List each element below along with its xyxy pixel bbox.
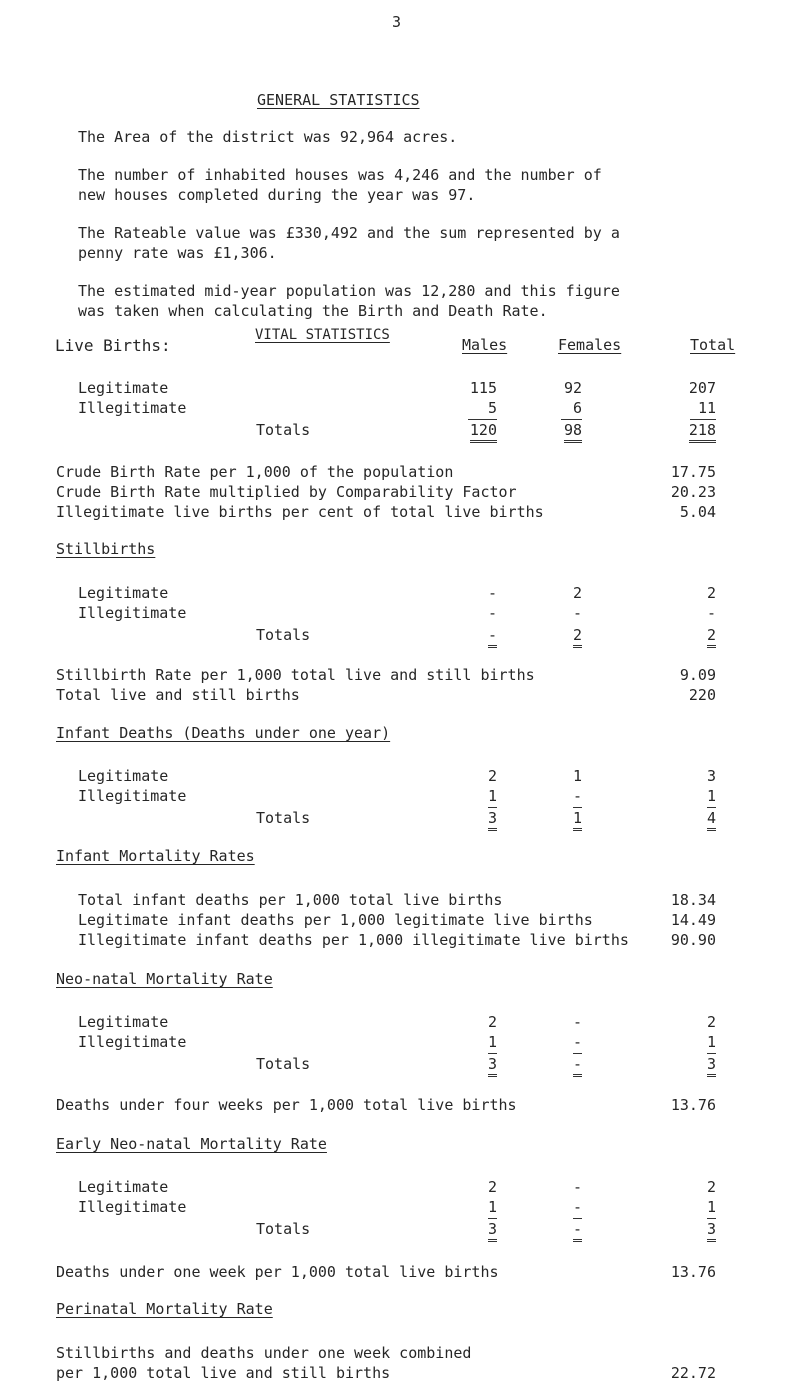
rate-label: Illegitimate infant deaths per 1,000 illegitimate live births [78, 931, 629, 949]
cell-females: 98 [564, 421, 582, 443]
cell-total: 4 [707, 809, 716, 831]
rate-value: 13.76 [670, 1096, 716, 1114]
rate-value: 17.75 [670, 463, 716, 481]
rateable-text-2: penny rate was £1,306. [78, 244, 277, 262]
cell-total: 2 [706, 584, 716, 602]
rate-value: 9.09 [679, 666, 716, 684]
row-label: Totals [256, 421, 311, 439]
row-label: Legitimate [78, 767, 169, 785]
cell-females: 1 [573, 809, 582, 831]
rate-label: Crude Birth Rate multiplied by Comparability Factor [56, 483, 517, 501]
section-title-stillbirths: Stillbirths [56, 540, 156, 558]
vital-statistics-heading: VITAL STATISTICS [255, 327, 390, 343]
houses-text-2: new houses completed during the year was 97. [78, 186, 476, 204]
cell-total: 3 [707, 1220, 716, 1242]
perinatal-text-1: Stillbirths and deaths under one week combined [56, 1344, 472, 1362]
cell-total: 2 [706, 1013, 716, 1031]
cell-total: 1 [707, 1033, 716, 1054]
rate-value: 13.76 [670, 1263, 716, 1281]
rate-label: Total live and still births [56, 686, 300, 704]
cell-females: - [573, 1033, 582, 1054]
column-males: Males [462, 336, 508, 354]
row-label: Illegitimate [78, 604, 187, 622]
cell-males: 3 [488, 1055, 497, 1077]
cell-females: 6 [561, 399, 582, 420]
cell-females: - [573, 1055, 582, 1077]
rate-value: 20.23 [670, 483, 716, 501]
cell-total: 2 [706, 1178, 716, 1196]
cell-females: 1 [572, 767, 582, 785]
rate-value: 220 [688, 686, 716, 704]
row-label: Totals [256, 1055, 311, 1073]
cell-males: 120 [470, 421, 497, 443]
cell-females: 92 [563, 379, 582, 397]
cell-males: 1 [488, 1033, 497, 1054]
live-births-title: Live Births: [55, 336, 171, 355]
cell-males: 1 [488, 787, 497, 808]
cell-males: 115 [469, 379, 497, 397]
row-label: Illegitimate [78, 399, 187, 417]
row-label: Illegitimate [78, 1198, 187, 1216]
page-number: 3 [392, 13, 402, 31]
rate-value: 14.49 [670, 911, 716, 929]
rate-label: Total infant deaths per 1,000 total live births [78, 891, 503, 909]
rate-value: 22.72 [670, 1364, 716, 1382]
cell-males: 2 [487, 767, 497, 785]
rate-label: Legitimate infant deaths per 1,000 legitimate live births [78, 911, 593, 929]
section-title-early-neo-natal: Early Neo-natal Mortality Rate [56, 1135, 327, 1153]
rate-label: Illegitimate live births per cent of total live births [56, 503, 544, 521]
houses-text-1: The number of inhabited houses was 4,246 and the number of [78, 166, 602, 184]
section-title-perinatal: Perinatal Mortality Rate [56, 1300, 273, 1318]
cell-total: 11 [690, 399, 716, 420]
cell-males: - [488, 626, 497, 648]
cell-males: - [487, 604, 497, 622]
cell-males: 3 [488, 809, 497, 831]
section-title-infant-deaths: Infant Deaths (Deaths under one year) [56, 724, 391, 742]
rate-value: 90.90 [670, 931, 716, 949]
rateable-text-1: The Rateable value was £330,492 and the sum represented by a [78, 224, 620, 242]
column-total: Total [690, 336, 736, 354]
cell-females: - [572, 604, 582, 622]
cell-females: 2 [572, 584, 582, 602]
cell-males: 1 [488, 1198, 497, 1219]
row-label: Legitimate [78, 584, 169, 602]
rate-label: Deaths under four weeks per 1,000 total live births [56, 1096, 517, 1114]
area-text: The Area of the district was 92,964 acres. [78, 128, 458, 146]
row-label: Legitimate [78, 379, 169, 397]
section-title-infant-mortality: Infant Mortality Rates [56, 847, 255, 865]
cell-total: 1 [707, 1198, 716, 1219]
cell-females: - [572, 1178, 582, 1196]
population-text-2: was taken when calculating the Birth and Death Rate. [78, 302, 548, 320]
rate-value: 5.04 [679, 503, 716, 521]
cell-males: - [487, 584, 497, 602]
cell-females: - [573, 1220, 582, 1242]
perinatal-text-2: per 1,000 total live and still births [56, 1364, 391, 1382]
cell-total: 2 [707, 626, 716, 648]
cell-males: 5 [468, 399, 497, 420]
rate-value: 18.34 [670, 891, 716, 909]
row-label: Legitimate [78, 1013, 169, 1031]
rate-label: Crude Birth Rate per 1,000 of the population [56, 463, 454, 481]
cell-total: 3 [706, 767, 716, 785]
cell-males: 3 [488, 1220, 497, 1242]
row-label: Totals [256, 1220, 311, 1238]
cell-total: 3 [707, 1055, 716, 1077]
cell-females: - [573, 1198, 582, 1219]
cell-males: 2 [487, 1178, 497, 1196]
cell-total: 207 [688, 379, 716, 397]
row-label: Illegitimate [78, 787, 187, 805]
rate-label: Deaths under one week per 1,000 total live births [56, 1263, 499, 1281]
cell-females: 2 [573, 626, 582, 648]
cell-total: - [706, 604, 716, 622]
row-label: Totals [256, 809, 311, 827]
cell-males: 2 [487, 1013, 497, 1031]
column-females: Females [558, 336, 622, 354]
row-label: Totals [256, 626, 311, 644]
cell-total: 218 [689, 421, 716, 443]
population-text-1: The estimated mid-year population was 12,280 and this figure [78, 282, 620, 300]
cell-females: - [573, 787, 582, 808]
section-title-neo-natal: Neo-natal Mortality Rate [56, 970, 273, 988]
page-title: GENERAL STATISTICS [257, 91, 420, 109]
cell-females: - [572, 1013, 582, 1031]
row-label: Illegitimate [78, 1033, 187, 1051]
cell-total: 1 [707, 787, 716, 808]
row-label: Legitimate [78, 1178, 169, 1196]
rate-label: Stillbirth Rate per 1,000 total live and still births [56, 666, 535, 684]
